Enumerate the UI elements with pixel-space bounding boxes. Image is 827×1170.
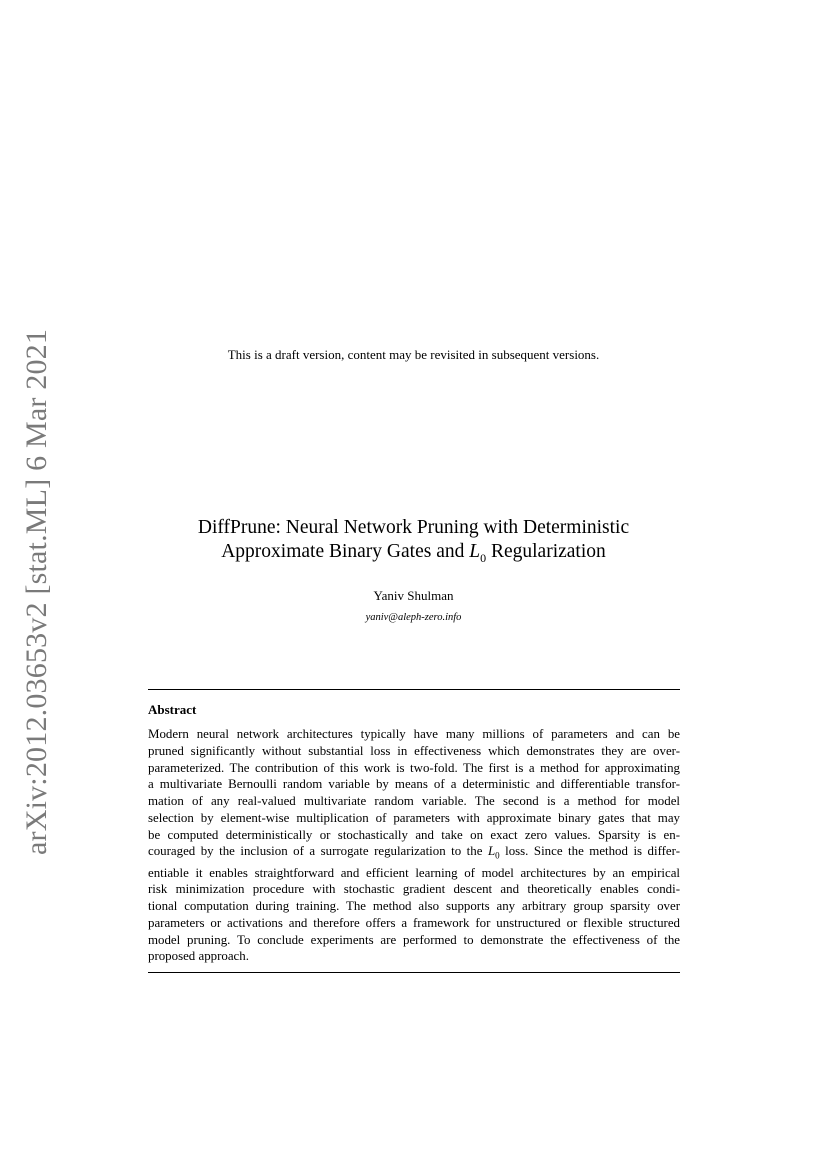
- abstract-l0-letter: L: [487, 844, 496, 859]
- abstract-line: pruned significantly without substantial loss in effectiveness which demonstrates they are over-: [148, 743, 680, 758]
- abstract-line: mation of any real-valued multivariate random variable. The second is a method for model: [148, 794, 680, 808]
- abstract-l0-subscript: 0: [495, 850, 500, 861]
- author-email: yaniv@aleph-zero.info: [365, 612, 462, 623]
- draft-notice: This is a draft version, content may be revisited in subsequent versions.: [227, 347, 600, 362]
- abstract-top-rule: [148, 689, 680, 690]
- abstract-line-with-l0: [148, 843, 680, 864]
- abstract-body: [148, 726, 680, 965]
- title-l0-symbol: [469, 541, 487, 565]
- abstract-line: be computed deterministically or stochastically and take on exact zero values. Sparsity is en-: [148, 827, 680, 842]
- paper-title: [0, 516, 827, 570]
- abstract-line-8-suffix: loss. Since the method is differ-: [499, 844, 680, 859]
- title-line-2: [0, 540, 827, 570]
- abstract-line: risk minimization procedure with stochastic gradient descent and theoretically enables condi-: [148, 882, 680, 897]
- arxiv-identifier-stamp: arXiv:2012.03653v2 [stat.ML] 6 Mar 2021: [20, 328, 53, 855]
- abstract-line: parameters or activations and therefore offers a framework for unstructured or flexible structured: [148, 915, 680, 930]
- abstract-heading: Abstract: [148, 702, 197, 717]
- title-l0-letter: L: [469, 541, 481, 562]
- abstract-line: parameterized. The contribution of this work is two-fold. The first is a method for approximating: [148, 760, 680, 775]
- title-line-1: DiffPrune: Neural Network Pruning with Deterministic: [197, 517, 630, 538]
- abstract-last-line: proposed approach.: [148, 949, 249, 964]
- abstract-l0-symbol: [487, 844, 500, 861]
- abstract-line: entiable it enables straightforward and efficient learning of model architectures by an empirical: [148, 865, 680, 880]
- abstract-line: model pruning. To conclude experiments are performed to demonstrate the effectiveness of the: [148, 932, 680, 947]
- abstract-line: selection by element-wise multiplication of parameters with approximate binary gates that may: [148, 810, 680, 825]
- abstract-bottom-rule: [148, 972, 680, 973]
- title-line-2-prefix: Approximate Binary Gates and: [221, 541, 470, 562]
- abstract-line: tional computation during training. The method also supports any arbitrary group sparsity over: [148, 899, 680, 914]
- abstract-line-8-prefix: couraged by the inclusion of a surrogate regularization to the: [148, 844, 488, 859]
- abstract-line: Modern neural network architectures typically have many millions of parameters and can be: [148, 727, 680, 741]
- title-l0-subscript: 0: [480, 550, 487, 565]
- title-line-2-suffix: Regularization: [486, 541, 606, 562]
- author-name: Yaniv Shulman: [373, 588, 454, 603]
- abstract-line: a multivariate Bernoulli random variable by means of a deterministic and differentiable transfor-: [148, 777, 680, 792]
